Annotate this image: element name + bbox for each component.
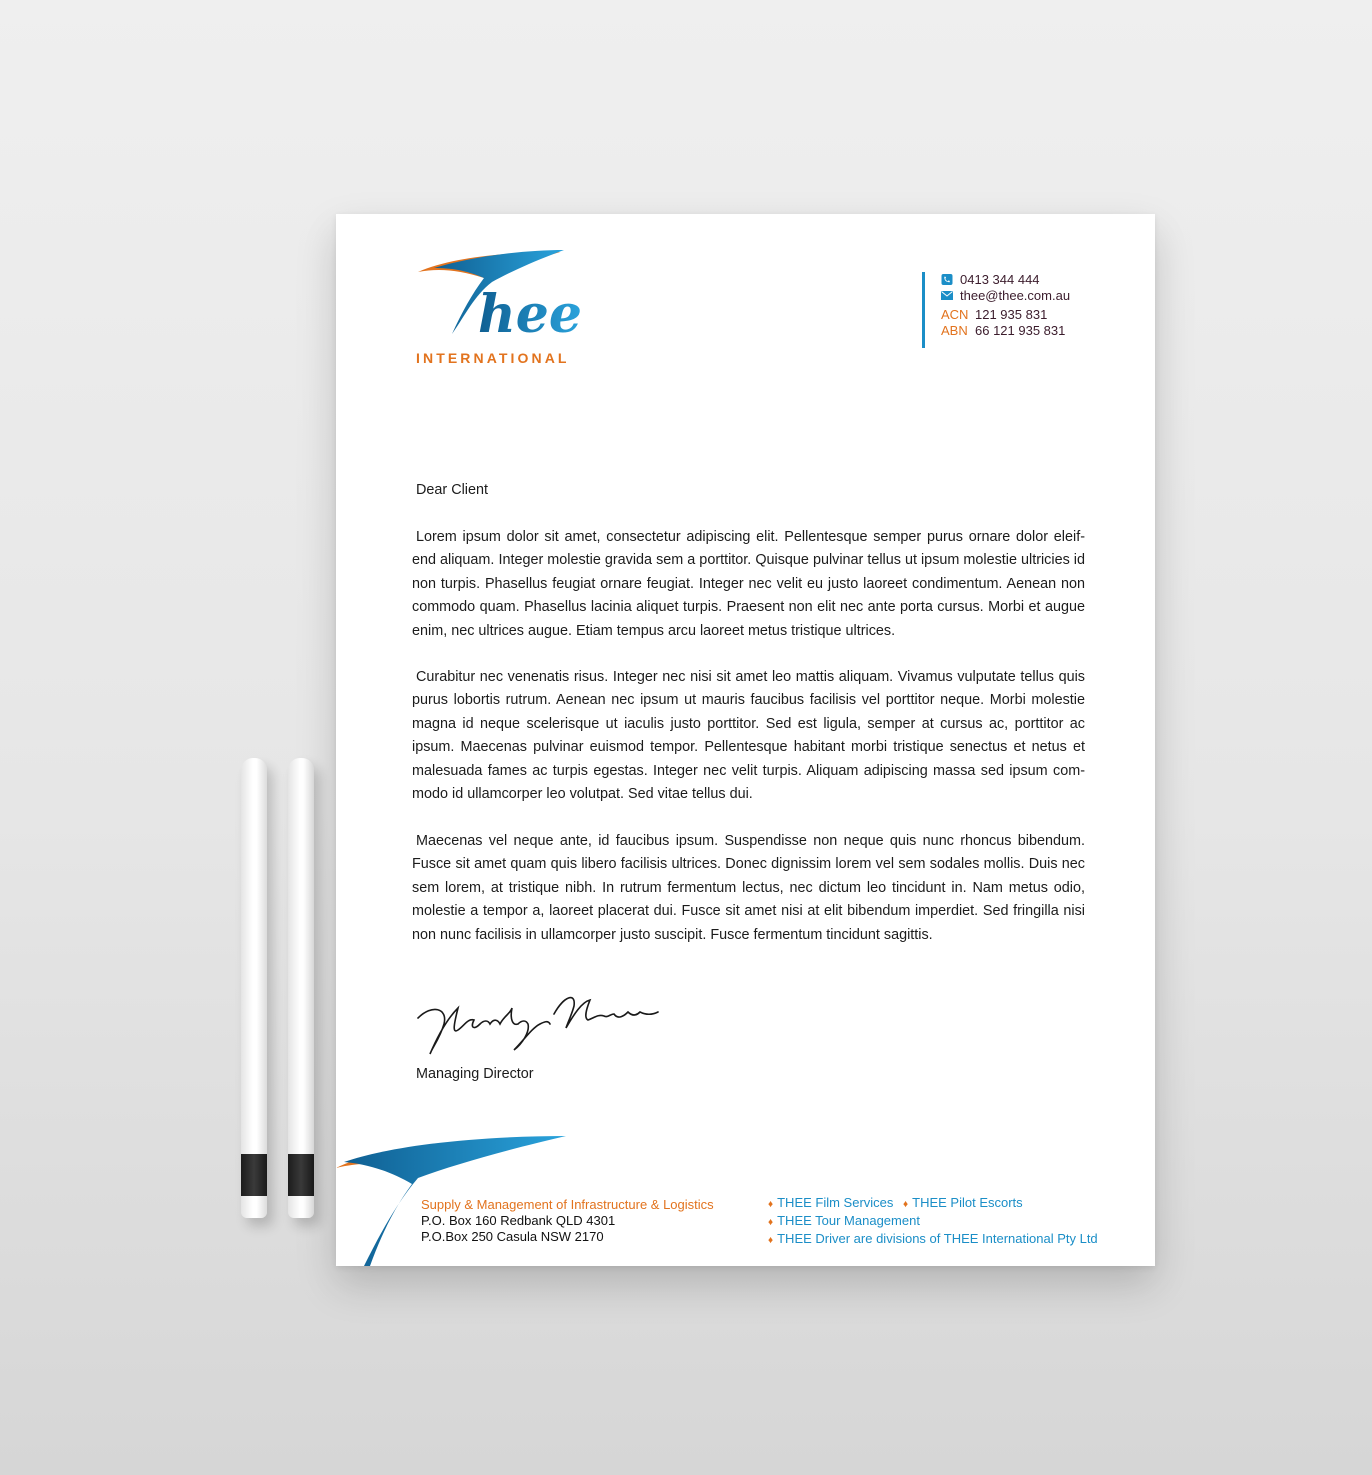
diamond-bullet-icon: ♦ bbox=[768, 1217, 774, 1228]
company-logo bbox=[414, 248, 604, 368]
division-line bbox=[768, 1195, 1098, 1213]
letter-paragraph: Maecenas vel neque ante, id faucibus ipsum. Suspendisse non neque quis nunc rhoncus bibendum. Fusce sit amet quam quis libero facilisis ultrices. Donec dignissim lorem vel sem sodales mollis. Duis nec sem lorem, at tristique nibh. In rutrum fermentum lectus, nec dictum leo tincidunt in. Nam metus odio, molestie a tempor a, laoreet placerat dui. Fusce sit amet nisi at elit bibendum imperdiet. Sed fringilla nisi non nunc facilisis in ullamcorper justo suscipit. Fusce fermentum tincidunt sagittis. bbox=[412, 833, 1085, 943]
division-item: THEE Pilot Escorts bbox=[912, 1195, 1023, 1210]
acn-label: ACN bbox=[941, 307, 969, 322]
contact-email-line bbox=[941, 288, 1070, 304]
abn-label: ABN bbox=[941, 322, 968, 338]
division-line bbox=[768, 1213, 1098, 1231]
contact-email[interactable]: thee@thee.com.au bbox=[960, 287, 1071, 303]
diamond-bullet-icon: ♦ bbox=[768, 1235, 774, 1246]
envelope-icon bbox=[941, 290, 953, 301]
letter-paragraph: Curabitur nec venenatis risus. Integer nec nisi sit amet leo mattis aliquam. Vivamus vulputate tellus quis purus lobortis rutrum. Aenean nec ipsum ut mauris faucibus facilisis vel porttitor neque. Morbi molestie magna id neque scelerisque ut iaculis justo porttitor. Sed est ligula, semper at cursus ac, porttitor ac ipsum. Maecenas pulvinar euismod tempor. Pellentesque habitant morbi tristique senectus et netus et malesuada fames ac turpis egestas. Integer nec velit turpis. Aliquam adipiscing massa sed ipsum com-modo id ullamcorper leo volutpat. Sed vitae tellus dui. bbox=[412, 669, 1085, 803]
contact-phone-line bbox=[941, 272, 1070, 288]
marker-pen bbox=[288, 758, 314, 1218]
footer-address: P.O.Box 250 Casula NSW 2170 bbox=[421, 1229, 604, 1244]
contact-block bbox=[922, 272, 1070, 348]
signer-title: Managing Director bbox=[416, 1066, 534, 1082]
pen-band bbox=[288, 1154, 314, 1196]
logo-subtitle: INTERNATIONAL bbox=[416, 350, 570, 366]
division-line bbox=[768, 1231, 1098, 1249]
footer-address: P.O. Box 160 Redbank QLD 4301 bbox=[421, 1213, 616, 1228]
diamond-bullet-icon: ♦ bbox=[768, 1199, 774, 1210]
letter-paragraph: Lorem ipsum dolor sit amet, consectetur adipiscing elit. Pellentesque semper purus ornare dolor eleif-end aliquam. Integer molestie gravida sem a porttitor. Quisque pulvinar tellus ut ipsum molestie ultricies id non turpis. Phasellus feugiat ornare feugiat. Integer nec velit eu justo laoreet condimentum. Aenean non commodo quam. Phasellus lacinia aliquet turpis. Praesent non elit nec ante porta cursus. Morbi et augue enim, nec ultrices augue. Etiam tempus arcu laoreet metus tristique ultrices. bbox=[412, 529, 1085, 639]
division-item: THEE Film Services bbox=[777, 1195, 894, 1210]
division-item: THEE Driver are divisions of THEE International Pty Ltd bbox=[777, 1231, 1098, 1246]
diamond-bullet-icon: ♦ bbox=[903, 1199, 909, 1210]
contact-acn-line bbox=[941, 307, 1070, 323]
acn-value: 121 935 831 bbox=[975, 307, 1048, 322]
footer-tagline: Supply & Management of Infrastructure & Logistics bbox=[421, 1197, 714, 1212]
logo-swoosh-icon bbox=[414, 248, 604, 348]
footer-company-info bbox=[421, 1197, 714, 1245]
contact-abn-line bbox=[941, 323, 1070, 339]
letter-greeting: Dear Client bbox=[416, 482, 488, 498]
logo-wordmark: hee bbox=[478, 284, 582, 345]
marker-pen bbox=[241, 758, 267, 1218]
phone-icon bbox=[941, 274, 953, 285]
pen-band bbox=[241, 1154, 267, 1196]
letterhead-paper bbox=[336, 214, 1155, 1266]
abn-value: 66 121 935 831 bbox=[975, 322, 1066, 338]
division-item: THEE Tour Management bbox=[777, 1213, 920, 1228]
contact-phone[interactable]: 0413 344 444 bbox=[960, 272, 1040, 287]
handwritten-signature bbox=[414, 984, 664, 1064]
footer-divisions bbox=[768, 1195, 1098, 1249]
